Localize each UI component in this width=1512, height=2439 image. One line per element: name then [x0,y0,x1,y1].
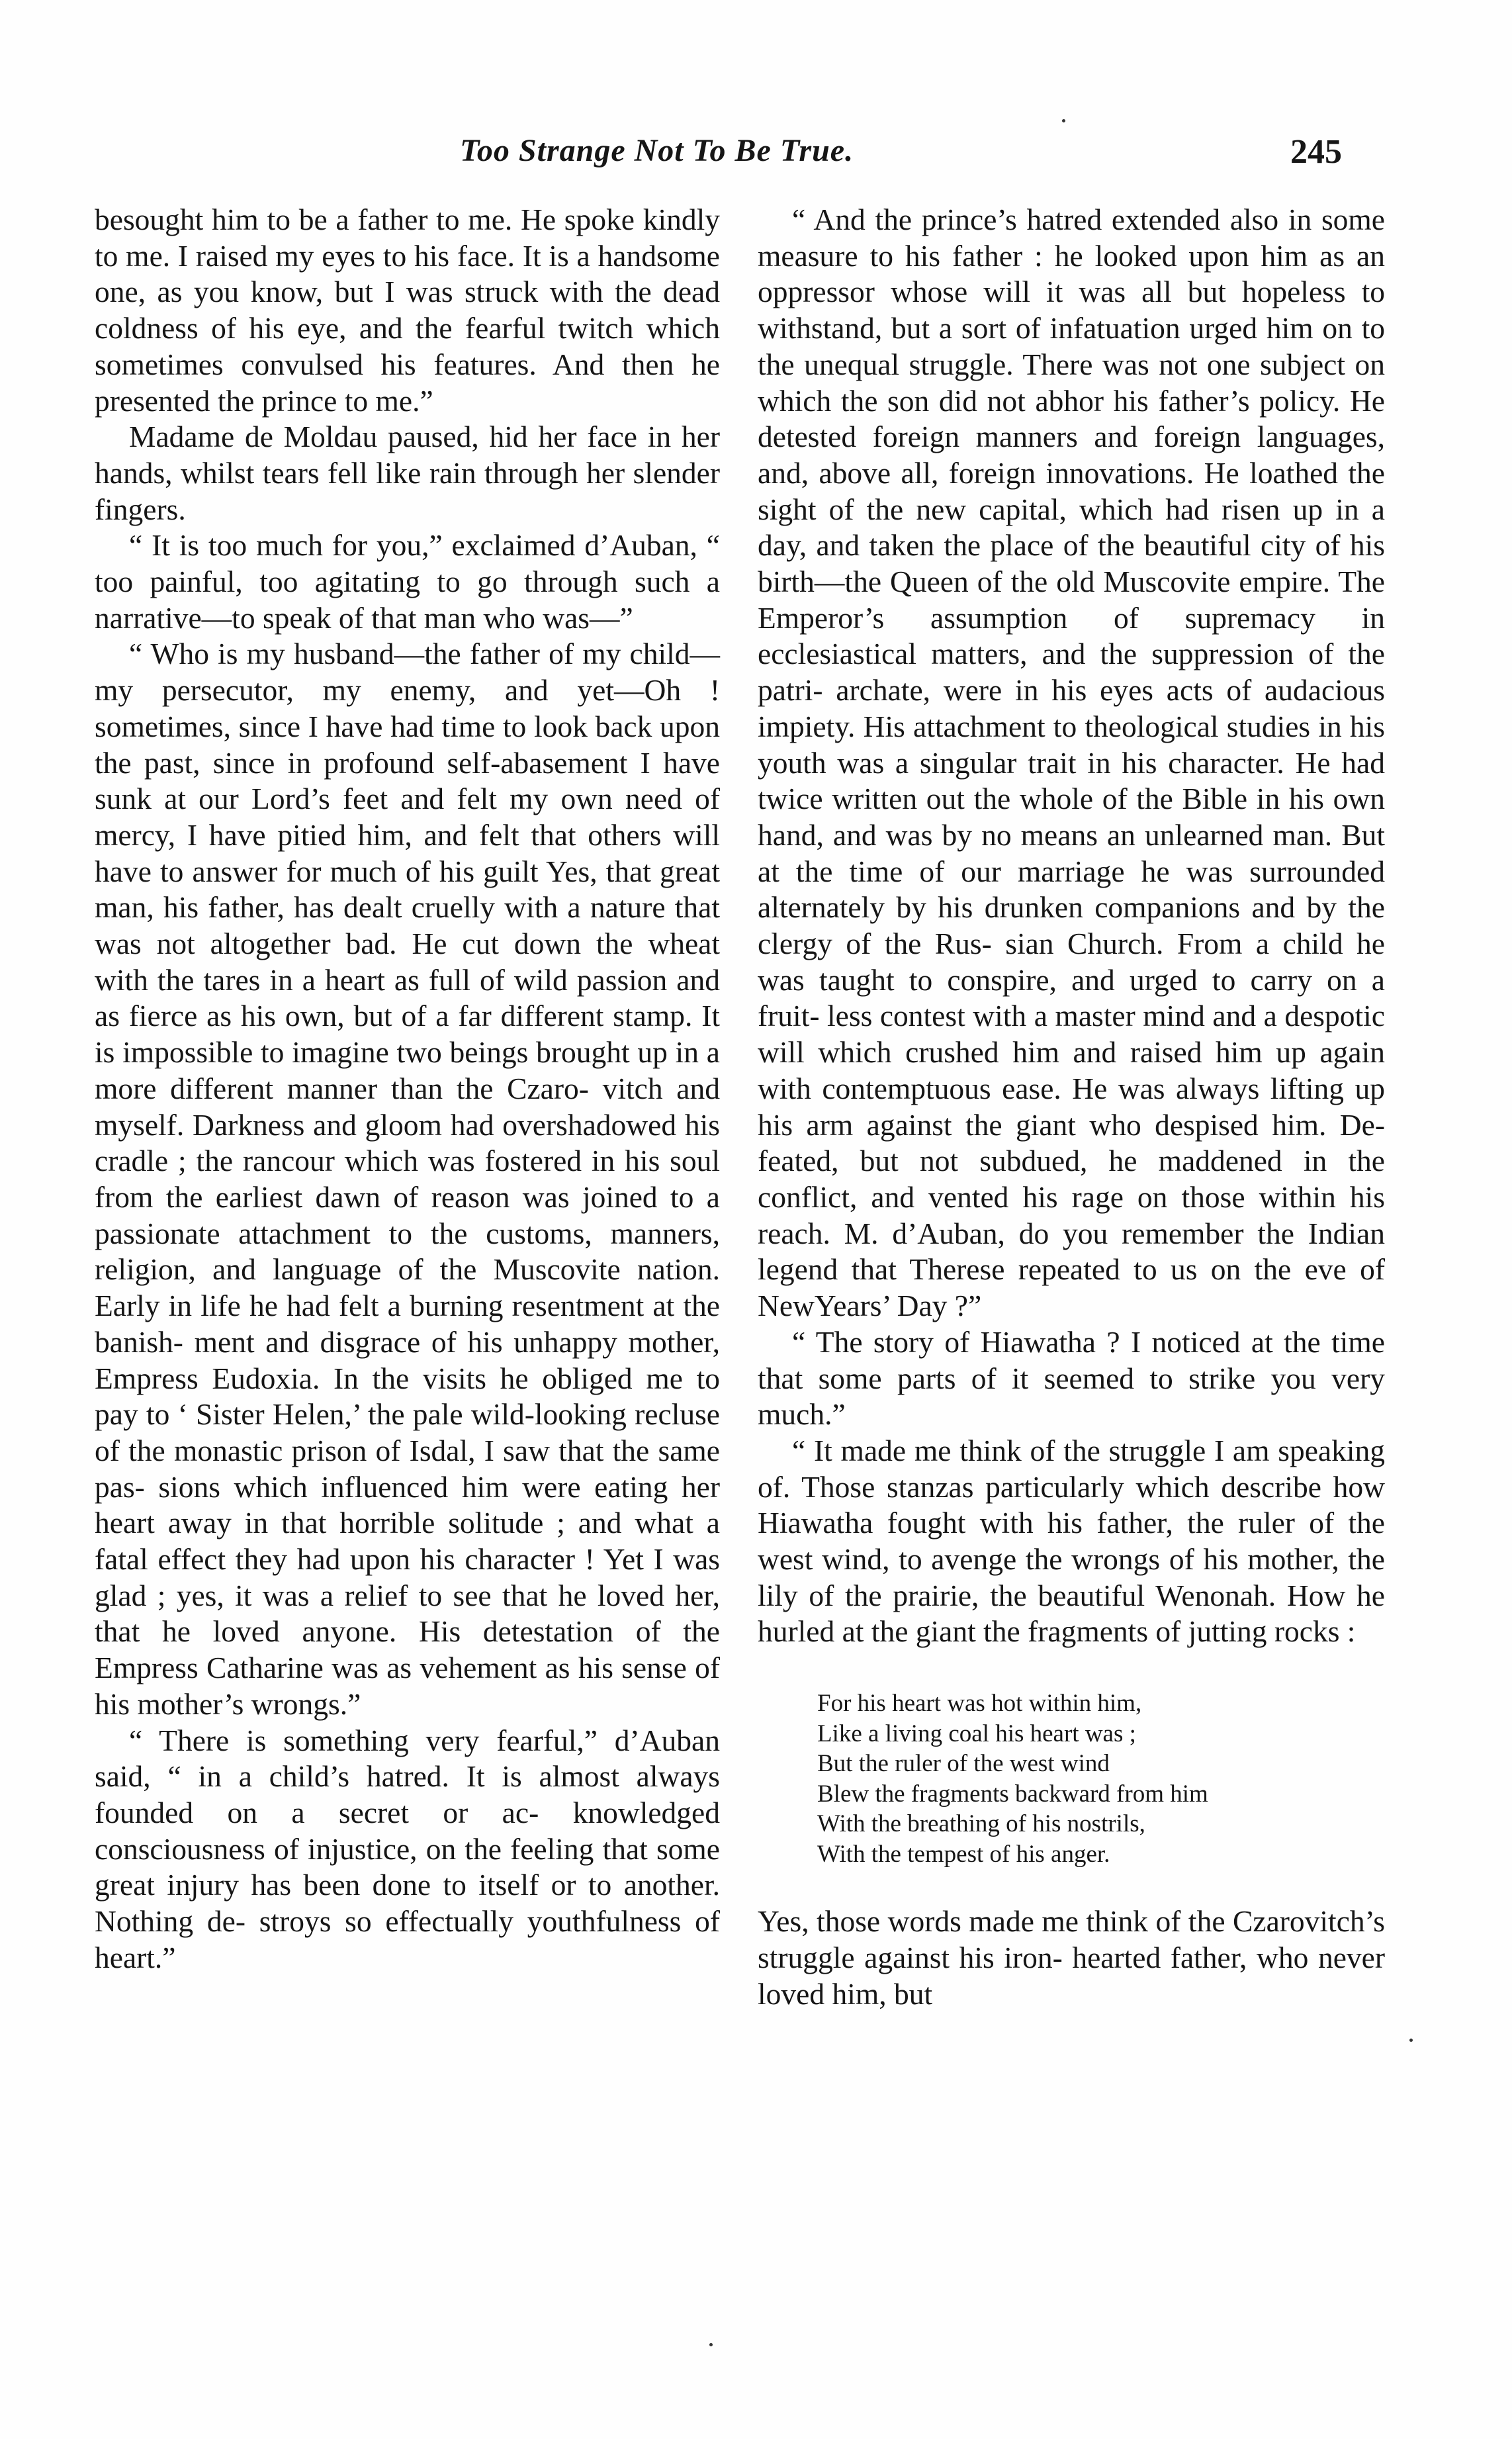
running-title: Too Strange Not To Be True. [460,133,854,168]
paragraph: besought him to be a father to me. He spoke kindly to me. I raised my eyes to his face. It is a handsome one, as you know, but I was struck with the dead coldness of his eye, and the fearful twitch which sometimes convulsed his features. And then he presented the prince to me.” [95,203,720,418]
page-number: 245 [1290,133,1342,171]
left-column [95,202,720,1976]
paragraph: Madame de Moldau paused, hid her face in her hands, whilst tears fell like rain through her slender fingers. [95,420,720,526]
print-speck [1409,2039,1413,2042]
poem-line: But the ruler of the west wind [817,1750,1110,1778]
poem-line: With the breathing of his nostrils, [817,1810,1145,1838]
right-column [758,202,1385,2012]
paragraph: “ Who is my husband—the father of my child—my persecutor, my enemy, and yet—Oh ! sometimes, since I have had time to look back upon the past, since in profound self-abasement I have sunk at our Lord’s feet and felt my own need of mercy, I have pitied him, and felt that others will have to answer for much of his guilt Yes, that great man, his father, has dealt cruelly with a nature that was not altogether bad. He cut down the wheat with the tares in a heart as full of wild passion and as fierce as his own, but of a far different stamp. It is impossible to imagine two beings brought up in a more different manner than the Czaro- vitch and myself. Darkness and gloom had overshadowed his cradle ; the rancour which was fostered in his soul from the earliest dawn of reason was joined to a passionate attachment to the customs, manners, religion, and language of the Muscovite nation. Early in life he had felt a burning resentment at the banish- ment and disgrace of his unhappy mother, Empress Eudoxia. In the visits he obliged me to pay to ‘ Sister Helen,’ the pale wild-looking recluse of the monastic prison of Isdal, I saw that the same pas- sions which influenced him were eating her heart away in that horrible solitude ; and what a fatal effect they had upon his character ! Yet I was glad ; yes, it was a relief to see that he loved her, that he loved anyone. His detestation of the Empress Catharine was as vehement as his sense of his mother’s wrongs.” [95,637,720,1721]
poem-line: Like a living coal his heart was ; [817,1720,1136,1747]
poem-line: For his heart was hot within him, [817,1690,1142,1718]
print-speck [1062,119,1065,122]
page-header [0,132,1512,185]
paragraph: “ It is too much for you,” exclaimed d’Auban, “ too painful, too agitating to go through such a narrative—to speak of that man who was—” [95,528,720,635]
paragraph: “ The story of Hiawatha ? I noticed at the time that some parts of it seemed to strike you very much.” [758,1324,1385,1432]
paragraph: “ It made me think of the struggle I am speaking of. Those stanzas particularly which describe how Hiawatha fought with his father, the ruler of the west wind, to avenge the wrongs of his mother, the lily of the prairie, the beautiful Wenonah. How he hurled at the giant the fragments of jutting rocks : [758,1433,1385,1649]
paragraph: “ And the prince’s hatred extended also in some measure to his father : he looked upon him as an oppressor whose will it was all but hopeless to withstand, but a sort of infatuation urged him on to the unequal struggle. There was not one subject on which the son did not abhor his father’s policy. He detested foreign manners and foreign languages, and, above all, foreign innovations. He loathed the sight of the new capital, which had risen up in a day, and taken the place of the beautiful city of his birth—the Queen of the old Muscovite empire. The Emperor’s assumption of supremacy in ecclesiastical matters, and the suppression of the patri- archate, were in his eyes acts of audacious impiety. His attachment to theological studies in his youth was a singular trait in his character. He had twice written out the whole of the Bible in his own hand, and was by no means an unlearned man. But at the time of our marriage he was surrounded alternately by his drunken companions and by the clergy of the Rus- sian Church. From a child he was taught to conspire, and urged to carry on a fruit- less contest with a master mind and a despotic will which crushed him and raised him up again with contemptuous ease. He was always lifting up his arm against the giant who despised him. De- feated, but not subdued, he maddened in the conflict, and vented his rage on those within his reach. M. d’Auban, do you remember the Indian legend that Therese repeated to us on the eve of NewYears’ Day ?” [758,203,1385,1323]
print-speck [709,2343,713,2346]
poem-line: Blew the fragments backward from him [817,1780,1208,1808]
poem-quote [817,1688,1385,1869]
poem-line: With the tempest of his anger. [817,1840,1110,1868]
paragraph: “ There is something very fearful,” d’Auban said, “ in a child’s hatred. It is almost always founded on a secret or ac- knowledged consciousness of injustice, on the feeling that some great injury has been done to itself or to another. Nothing de- stroys so effectually youthfulness of heart.” [95,1723,720,1974]
paragraph: Yes, those words made me think of the Czarovitch’s struggle against his iron- hearted father, who never loved him, but [758,1904,1385,2011]
